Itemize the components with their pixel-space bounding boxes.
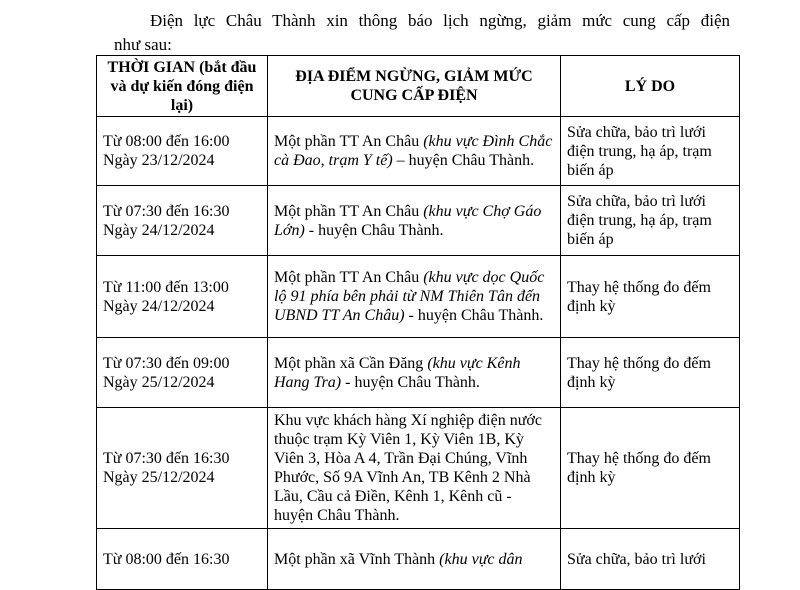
table-row	[97, 117, 740, 186]
reason-cell: Thay hệ thống đo đếm định kỳ	[561, 408, 740, 529]
date: Ngày 24/12/2024	[103, 297, 215, 315]
location-cell	[268, 186, 561, 256]
time-range: Từ 08:00 đến 16:00	[103, 133, 230, 150]
table-row	[97, 529, 740, 590]
time-cell	[97, 186, 268, 256]
time-range: Từ 11:00 đến 13:00	[103, 278, 229, 296]
time-range: Từ 07:30 đến 16:30	[103, 450, 230, 467]
reason-cell: Sửa chữa, bảo trì lưới điện trung, hạ áp, trạm biến áp	[561, 117, 740, 186]
outage-schedule-table	[96, 55, 740, 590]
time-range: Từ 08:00 đến 16:30	[103, 550, 230, 568]
header-location: ĐỊA ĐIỂM NGỪNG, GIẢM MỨC CUNG CẤP ĐIỆN	[268, 56, 561, 117]
table-row	[97, 338, 740, 408]
date: Ngày 24/12/2024	[103, 221, 215, 239]
intro-paragraph-continuation: như sau:	[114, 35, 172, 54]
location-detail: (khu vực dọc Quốc lộ 91 phía bên phải từ NM Thiên Tân đến UBND TT An Châu)	[274, 269, 545, 324]
table-header-row	[97, 56, 740, 117]
location-cell	[268, 117, 561, 186]
location-cell	[268, 408, 561, 529]
location-district: - huyện Châu Thành.	[341, 373, 480, 391]
reason-cell: Sửa chữa, bảo trì lưới	[561, 529, 740, 590]
reason-cell: Thay hệ thống đo đếm định kỳ	[561, 256, 740, 338]
time-cell	[97, 256, 268, 338]
time-range: Từ 07:30 đến 16:30	[103, 202, 230, 220]
header-time: THỜI GIAN (bắt đầu và dự kiến đóng điện lại)	[97, 56, 268, 117]
time-cell	[97, 117, 268, 186]
location-district: - huyện Châu Thành.	[404, 307, 544, 324]
table-row	[97, 408, 740, 529]
location-text: Một phần TT An Châu	[274, 133, 424, 150]
location-text: Một phần TT An Châu	[274, 202, 424, 220]
reason-cell: Sửa chữa, bảo trì lưới điện trung, hạ áp, trạm biến áp	[561, 186, 740, 256]
location-detail: (khu vực dân	[439, 550, 523, 568]
reason-cell: Thay hệ thống đo đếm định kỳ	[561, 338, 740, 408]
table-row	[97, 256, 740, 338]
header-reason: LÝ DO	[561, 56, 740, 117]
table-row	[97, 186, 740, 256]
location-text: Khu vực khách hàng Xí nghiệp điện nước thuộc trạm Kỳ Viên 1, Kỳ Viên 1B, Kỳ Viên 3, Hòa A 4, Trần Đại Chúng, Vĩnh Phước, Số 9A Vĩnh An, TB Kênh 2 Nhà Lầu, Cầu cả Điền, Kênh 1, Kênh cũ - huyện Châu Thành.	[274, 412, 542, 524]
date: Ngày 25/12/2024	[103, 373, 215, 391]
location-cell	[268, 256, 561, 338]
location-district: – huyện Châu Thành.	[392, 152, 535, 169]
date: Ngày 25/12/2024	[103, 469, 215, 486]
intro-paragraph: Điện lực Châu Thành xin thông báo lịch ngừng, giảm mức cung cấp điện	[150, 11, 730, 30]
location-detail: (khu vực Kênh Hang Tra)	[274, 354, 521, 391]
location-text: Một phần xã Cần Đăng	[274, 354, 428, 372]
location-detail: (khu vực Đình Chắc cà Đao, trạm Y tế)	[274, 133, 553, 169]
time-cell	[97, 338, 268, 408]
location-text: Một phần TT An Châu	[274, 269, 424, 286]
location-detail: (khu vực Chợ Gáo Lớn)	[274, 202, 542, 239]
location-cell	[268, 338, 561, 408]
location-cell	[268, 529, 561, 590]
location-district: - huyện Châu Thành.	[304, 221, 444, 239]
location-text: Một phần xã Vĩnh Thành	[274, 550, 440, 568]
date: Ngày 23/12/2024	[103, 152, 215, 169]
time-cell	[97, 408, 268, 529]
time-cell	[97, 529, 268, 590]
time-range: Từ 07:30 đến 09:00	[103, 354, 230, 372]
